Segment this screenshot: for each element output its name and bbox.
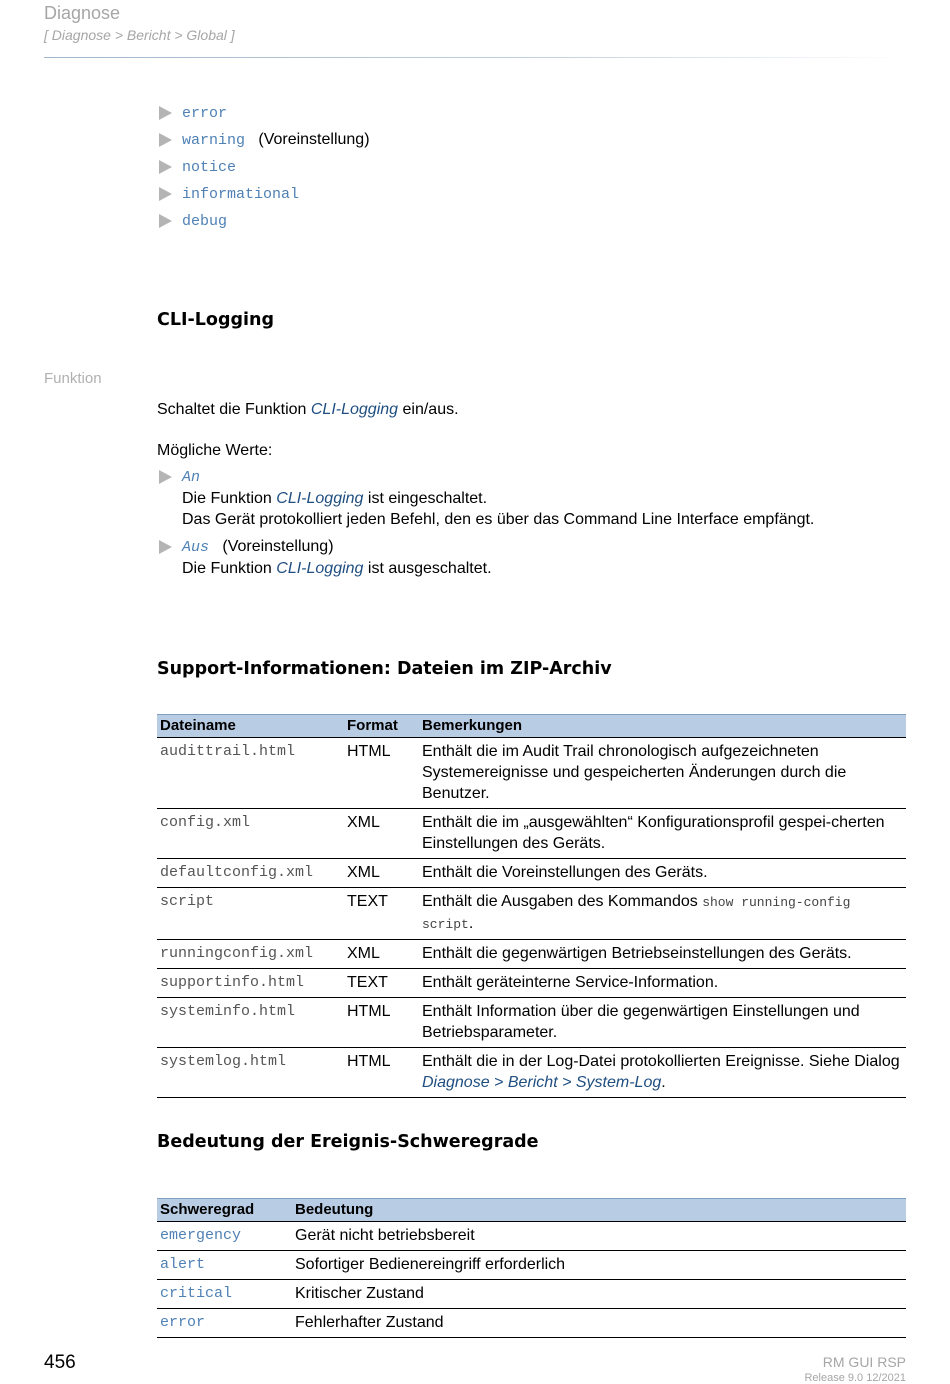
file-format: HTML [344, 998, 419, 1048]
triangle-bullet-icon [159, 214, 172, 228]
file-format: XML [344, 940, 419, 969]
function-reference: CLI-Logging [276, 560, 364, 577]
table-row [157, 969, 906, 998]
table-header-row [157, 715, 906, 738]
triangle-bullet-icon [159, 470, 172, 484]
file-remark: Enthält Information über die gegenwärtigen Einstellungen und Betriebsparameter. [419, 998, 906, 1048]
file-format: HTML [344, 1048, 419, 1098]
text: ein/aus. [398, 401, 459, 418]
file-format: TEXT [344, 888, 419, 940]
breadcrumb: [ Diagnose > Bericht > Global ] [44, 27, 235, 43]
text: Die Funktion [182, 490, 277, 507]
file-remark: Enthält die im „ausgewählten“ Konfigurationsprofil gespei-cherten Einstellungen des Geräts. [419, 809, 906, 859]
triangle-bullet-icon [159, 540, 172, 554]
file-name: supportinfo.html [157, 969, 344, 998]
severity-value: debug [182, 213, 228, 230]
dialog-link[interactable]: Diagnose > Bericht > System-Log [422, 1074, 662, 1091]
header-divider [44, 57, 906, 58]
file-name: defaultconfig.xml [157, 859, 344, 888]
text: . [468, 915, 474, 932]
severity-meaning: Kritischer Zustand [292, 1280, 906, 1309]
table-row [157, 738, 906, 809]
text: Enthält die Ausgaben des Kommandos [422, 893, 703, 910]
function-description [157, 399, 459, 420]
file-name: script [157, 888, 344, 940]
list-item [158, 100, 370, 127]
list-item [158, 208, 370, 235]
table-row [157, 809, 906, 859]
release-info: Release 9.0 12/2021 [804, 1372, 906, 1384]
table-row [157, 1280, 906, 1309]
list-item [158, 127, 370, 154]
table-row [157, 1048, 906, 1098]
severity-level: error [157, 1309, 292, 1338]
table-row [157, 1222, 906, 1251]
possible-values-label: Mögliche Werte: [157, 442, 273, 459]
severity-value: warning [182, 132, 246, 149]
default-note: (Voreinstellung) [222, 538, 334, 555]
value-name: An [182, 469, 201, 486]
file-remark: Enthält die gegenwärtigen Betriebseinstellungen des Geräts. [419, 940, 906, 969]
file-name: runningconfig.xml [157, 940, 344, 969]
triangle-bullet-icon [159, 160, 172, 174]
severity-meaning: Gerät nicht betriebsbereit [292, 1222, 906, 1251]
severity-level: emergency [157, 1222, 292, 1251]
table-row [157, 940, 906, 969]
section-heading-severity-meaning: Bedeutung der Ereignis-Schweregrade [157, 1132, 539, 1152]
page-number: 456 [44, 1352, 76, 1373]
file-format: TEXT [344, 969, 419, 998]
severity-level: alert [157, 1251, 292, 1280]
column-header: Bemerkungen [419, 715, 906, 738]
document-id: RM GUI RSP [822, 1354, 906, 1370]
severity-meaning-table [157, 1198, 906, 1338]
file-name: systeminfo.html [157, 998, 344, 1048]
value-description: Das Gerät protokolliert jeden Befehl, den es über das Command Line Interface empfängt. [182, 511, 815, 528]
table-row [157, 1251, 906, 1280]
text: Die Funktion [182, 560, 277, 577]
file-name: config.xml [157, 809, 344, 859]
file-remark: Enthält geräteinterne Service-Information. [419, 969, 906, 998]
section-heading-support-info: Support-Informationen: Dateien im ZIP-Archiv [157, 659, 612, 679]
possible-values-list [158, 466, 898, 585]
file-name: audittrail.html [157, 738, 344, 809]
text: Schaltet die Funktion [157, 401, 311, 418]
table-row [157, 1309, 906, 1338]
list-item [158, 181, 370, 208]
severity-value: error [182, 105, 228, 122]
default-note: (Voreinstellung) [258, 131, 370, 148]
file-name: systemlog.html [157, 1048, 344, 1098]
column-header: Schweregrad [157, 1199, 292, 1222]
file-remark [419, 888, 906, 940]
text: Enthält die in der Log-Datei protokollierten Ereignisse. Siehe Dialog [422, 1053, 900, 1070]
function-reference: CLI-Logging [310, 401, 399, 418]
triangle-bullet-icon [159, 133, 172, 147]
severity-value-list [158, 100, 370, 235]
side-label-funktion: Funktion [44, 370, 102, 387]
file-remark: Enthält die Voreinstellungen des Geräts. [419, 859, 906, 888]
value-name: Aus [182, 539, 210, 556]
file-format: XML [344, 859, 419, 888]
triangle-bullet-icon [159, 187, 172, 201]
text: ist ausgeschaltet. [363, 560, 492, 577]
table-row [157, 859, 906, 888]
table-row [157, 888, 906, 940]
severity-meaning: Sofortiger Bedienereingriff erforderlich [292, 1251, 906, 1280]
severity-meaning: Fehlerhafter Zustand [292, 1309, 906, 1338]
severity-level: critical [157, 1280, 292, 1309]
file-format: HTML [344, 738, 419, 809]
severity-value: informational [182, 186, 300, 203]
file-remark [419, 1048, 906, 1098]
support-files-table [157, 714, 906, 1098]
value-item-an [158, 466, 898, 530]
value-item-aus [158, 536, 898, 579]
file-remark: Enthält die im Audit Trail chronologisch aufgezeichneten Systemereignisse und gespeicherten Änderungen durch die Benutzer. [419, 738, 906, 809]
table-header-row [157, 1199, 906, 1222]
text: ist eingeschaltet. [363, 490, 488, 507]
text: . [661, 1074, 666, 1091]
table-row [157, 998, 906, 1048]
column-header: Format [344, 715, 419, 738]
section-heading-cli-logging: CLI-Logging [157, 310, 274, 330]
function-reference: CLI-Logging [276, 490, 364, 507]
triangle-bullet-icon [159, 106, 172, 120]
list-item [158, 154, 370, 181]
severity-value: notice [182, 159, 237, 176]
command-code: show running-config script [422, 895, 851, 932]
file-format: XML [344, 809, 419, 859]
column-header: Dateiname [157, 715, 344, 738]
chapter-title: Diagnose [44, 3, 121, 23]
column-header: Bedeutung [292, 1199, 906, 1222]
